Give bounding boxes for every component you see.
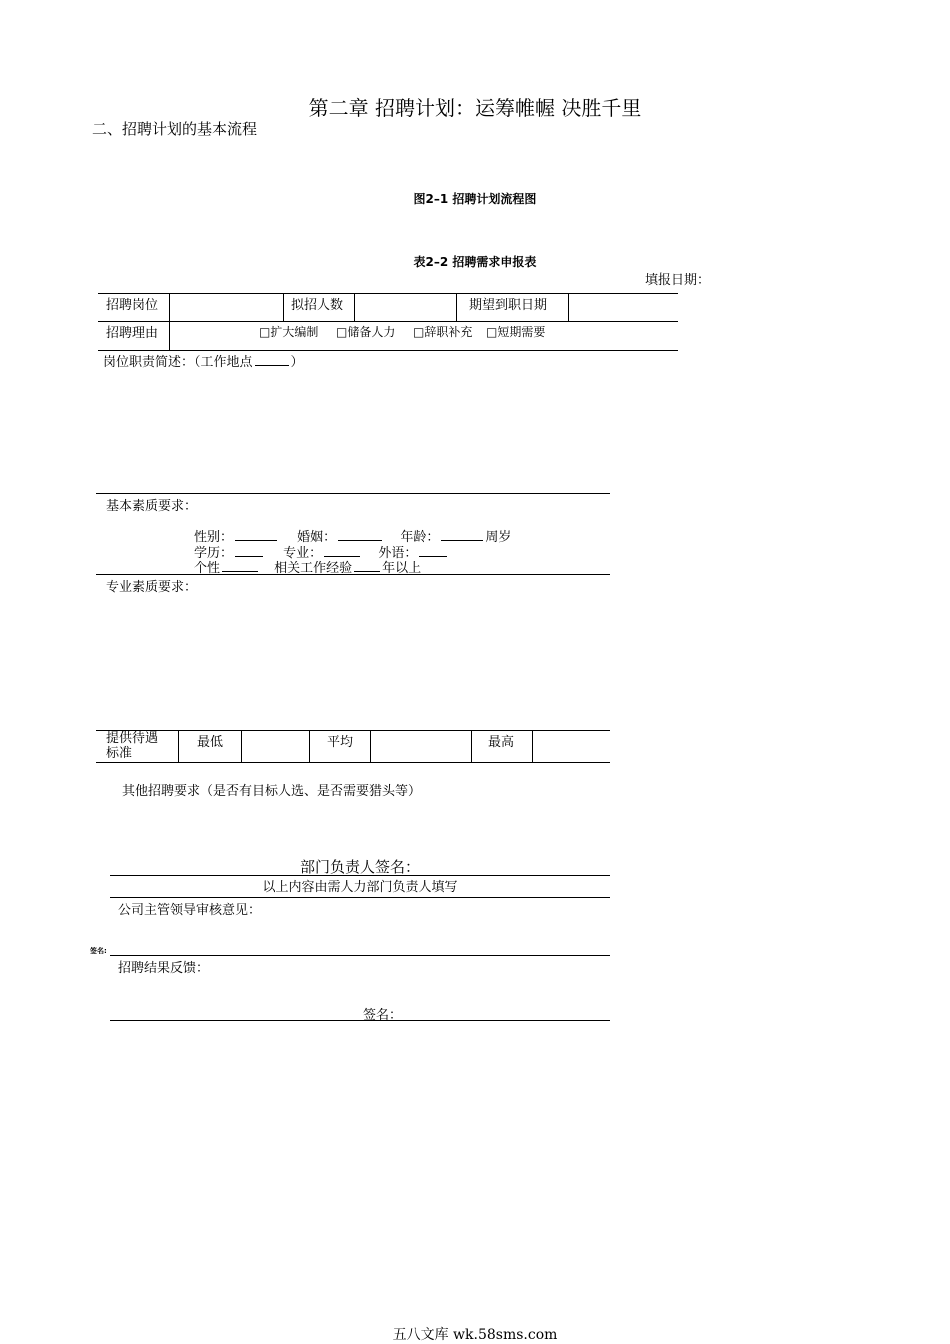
table-col-divider <box>456 293 457 321</box>
table-top-border <box>98 293 678 294</box>
salary-col-divider <box>471 730 472 762</box>
hr-note: 以上内容由需人力部门负责人填写 <box>262 880 458 895</box>
table-caption: 表2–2 招聘需求申报表 <box>413 255 537 269</box>
signature-line[interactable] <box>110 1020 610 1021</box>
salary-label: 提供待遇标准 <box>106 731 159 761</box>
salary-col-divider <box>532 730 533 762</box>
table-col-divider <box>283 293 284 321</box>
reason-option-short-term[interactable]: □短期需要 <box>486 325 546 339</box>
section-heading: 二、招聘计划的基本流程 <box>92 120 258 138</box>
page-title: 第二章 招聘计划：运筹帷幄 决胜千里 <box>308 96 642 120</box>
salary-max-label: 最高 <box>488 735 515 750</box>
reason-option-reserve[interactable]: □储备人力 <box>336 325 396 339</box>
salary-table-bottom <box>96 762 610 763</box>
major-blank[interactable] <box>324 544 360 557</box>
reason-label: 招聘理由 <box>106 326 159 341</box>
gender-blank[interactable] <box>235 528 277 541</box>
salary-min-label: 最低 <box>197 735 224 750</box>
marriage-blank[interactable] <box>338 528 382 541</box>
duty-description-label: 岗位职责简述：（工作地点 ） <box>103 355 304 370</box>
expected-date-label: 期望到职日期 <box>469 298 548 313</box>
salary-col-divider <box>178 730 179 762</box>
table-col-divider <box>354 293 355 321</box>
table-col-divider <box>568 293 569 321</box>
table-row-divider <box>98 321 678 322</box>
experience-blank[interactable] <box>354 559 380 572</box>
section-divider <box>96 574 610 575</box>
salary-col-divider <box>309 730 310 762</box>
personality-row: 个性 相关工作经验 年以上 <box>194 561 422 576</box>
signature-line[interactable] <box>110 955 610 956</box>
personality-blank[interactable] <box>222 559 258 572</box>
position-field[interactable] <box>171 296 281 318</box>
section-divider <box>110 897 610 898</box>
footer-watermark: 五八文库 wk.58sms.com <box>392 1327 558 1343</box>
section-divider <box>96 493 610 494</box>
salary-col-divider <box>370 730 371 762</box>
education-blank[interactable] <box>235 544 263 557</box>
headcount-field[interactable] <box>356 296 454 318</box>
salary-min-field[interactable] <box>243 733 307 759</box>
work-location-blank[interactable] <box>255 353 289 366</box>
small-sign-label: 签名: <box>90 947 107 955</box>
dept-head-sign-label: 部门负责人签名： <box>299 858 420 876</box>
salary-avg-field[interactable] <box>372 733 469 759</box>
other-requirements-label: 其他招聘要求（是否有目标人选、是否需要猎头等） <box>122 784 422 799</box>
age-blank[interactable] <box>441 528 483 541</box>
salary-col-divider <box>241 730 242 762</box>
reason-option-expand[interactable]: □扩大编制 <box>259 325 319 339</box>
result-feedback-label: 招聘结果反馈： <box>118 961 210 976</box>
education-row: 学历： 专业： 外语： <box>194 542 449 561</box>
supervisor-review-label: 公司主管领导审核意见： <box>118 903 262 918</box>
headcount-label: 拟招人数 <box>291 298 344 313</box>
basic-quality-label: 基本素质要求： <box>106 499 198 514</box>
fill-date-label: 填报日期： <box>645 273 711 288</box>
expected-date-field[interactable] <box>570 296 676 318</box>
language-blank[interactable] <box>419 544 447 557</box>
salary-avg-label: 平均 <box>327 735 354 750</box>
salary-max-field[interactable] <box>534 733 608 759</box>
pro-quality-label: 专业素质要求： <box>106 580 198 595</box>
gender-row: 性别： 婚姻： 年龄： 周岁 <box>194 530 512 545</box>
table-col-divider <box>169 293 170 350</box>
reason-option-replace[interactable]: □辞职补充 <box>413 325 473 339</box>
final-sign-label: 签名： <box>363 1008 403 1023</box>
figure-caption: 图2–1 招聘计划流程图 <box>413 192 537 206</box>
position-label: 招聘岗位 <box>106 298 159 313</box>
